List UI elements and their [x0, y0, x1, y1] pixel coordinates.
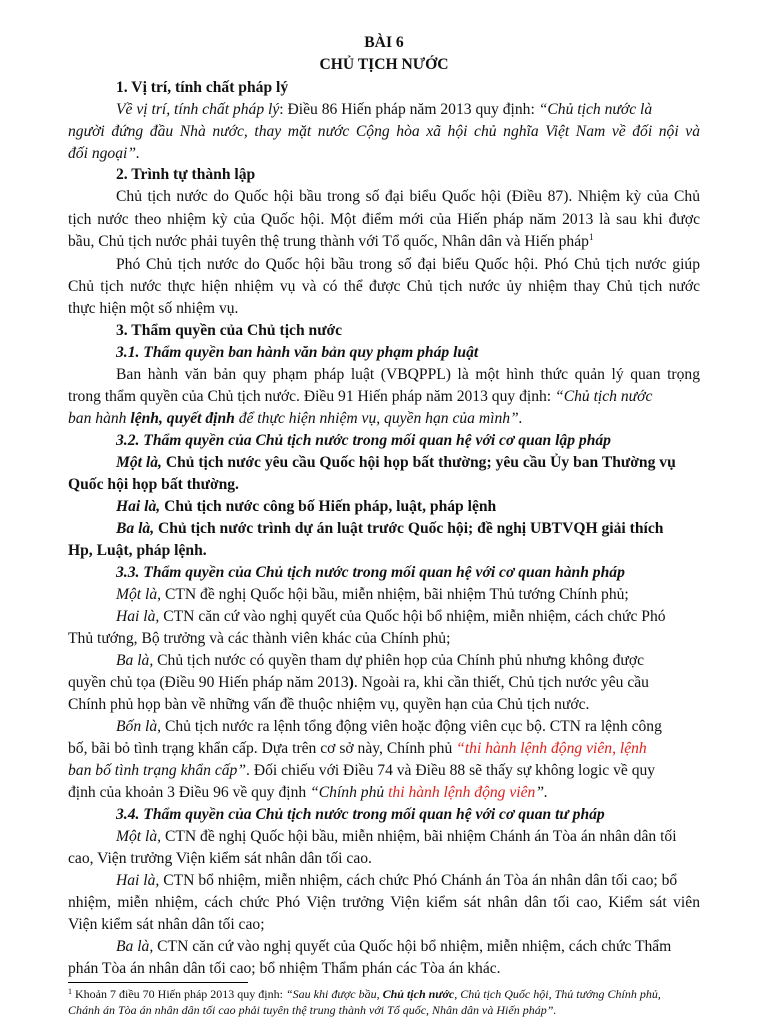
section-3-1-heading: 3.1. Thẩm quyền ban hành văn bản quy phạm pháp luật	[116, 344, 479, 361]
footnote-number: 1	[68, 987, 72, 996]
section-3-heading: 3. Thẩm quyền của Chủ tịch nước	[116, 322, 343, 339]
s32-three-line-2: Hp, Luật, pháp lệnh.	[68, 542, 207, 559]
s34-one-line-1: Một là, CTN đề nghị Quốc hội bầu, miễn nhiệm, bãi nhiệm Chánh án Tòa án nhân dân tối	[116, 828, 677, 845]
s32-three-line-1: Ba là, Chủ tịch nước trình dự án luật trước Quốc hội; đề nghị UBTVQH giải thích	[116, 520, 664, 537]
s34-one-line-2: cao, Viện trưởng Viện kiểm sát nhân dân tối cao.	[68, 850, 372, 867]
footnote-ref: 1	[588, 232, 594, 242]
s34-three-line-1: Ba là, CTN căn cứ vào nghị quyết của Quốc hội bổ nhiệm, miễn nhiệm, cách chức Thẩm	[116, 938, 672, 955]
s33-four-line-4: định của khoản 3 Điều 96 về quy định “Chính phủ thi hành lệnh động viên”.	[68, 784, 548, 801]
s2-p2-line-3: thực hiện một số nhiệm vụ.	[68, 300, 239, 317]
s32-one-line-2: Quốc hội họp bất thường.	[68, 476, 239, 493]
s34-two-line-3: Viện kiểm sát nhân dân tối cao;	[68, 916, 265, 933]
s31-line-1: Ban hành văn bản quy phạm pháp luật (VBQPPL) là một hình thức quản lý quan trọng	[116, 366, 700, 383]
footnote-line-2: Chánh án Tòa án nhân dân tối cao phải tuyên thệ trung thành với Tổ quốc, Nhân dân và Hiến pháp”.	[68, 1003, 557, 1017]
s33-three-line-3: Chính phủ họp bàn về những vấn đề thuộc nhiệm vụ, quyền hạn của Chủ tịch nước.	[68, 696, 590, 713]
s31-line-3: ban hành lệnh, quyết định để thực hiện nhiệm vụ, quyền hạn của mình”.	[68, 410, 523, 427]
s2-p2-line-2: Chủ tịch nước thực hiện nhiệm vụ và có thể được Chủ tịch nước ủy nhiệm thay Chủ tịch nước	[68, 278, 700, 295]
s2-p1-line-1: Chủ tịch nước do Quốc hội bầu trong số đại biểu Quốc hội (Điều 87). Nhiệm kỳ của Chủ	[116, 188, 700, 205]
s34-three-line-2: phán Tòa án nhân dân tối cao; bổ nhiệm Thẩm phán các Tòa án khác.	[68, 960, 501, 977]
s2-p1-line-2: tịch nước theo nhiệm kỳ của Quốc hội. Một điểm mới của Hiến pháp năm 2013 là sau khi được	[68, 211, 700, 228]
s33-four-line-3: ban bố tình trạng khẩn cấp”. Đối chiếu với Điều 74 và Điều 88 sẽ thấy sự không logic về quy	[68, 762, 656, 779]
s33-one-line: Một là, CTN đề nghị Quốc hội bầu, miễn nhiệm, bãi nhiệm Thủ tướng Chính phủ;	[116, 586, 629, 603]
s1-line-1: Về vị trí, tính chất pháp lý: Điều 86 Hiến pháp năm 2013 quy định: “Chủ tịch nước là	[116, 101, 653, 118]
s2-p2-line-1: Phó Chủ tịch nước do Quốc hội bầu trong số đại biểu Quốc hội. Phó Chủ tịch nước giúp	[116, 256, 700, 273]
s31-line-2: trong thẩm quyền của Chủ tịch nước. Điều 91 Hiến pháp năm 2013 quy định: “Chủ tịch nước	[68, 388, 653, 405]
s32-one-line-1: Một là, Chủ tịch nước yêu cầu Quốc hội họp bất thường; yêu cầu Ủy ban Thường vụ	[116, 454, 676, 471]
s2-p1-line-3: bầu, Chủ tịch nước phải tuyên thệ trung thành với Tổ quốc, Nhân dân và Hiến pháp$^1$	[68, 232, 594, 250]
s33-two-line-2: Thủ tướng, Bộ trưởng và các thành viên khác của Chính phủ;	[68, 630, 451, 647]
section-3-4-heading: 3.4. Thẩm quyền của Chủ tịch nước trong mối quan hệ với cơ quan tư pháp	[116, 806, 605, 823]
lesson-title: BÀI 6	[364, 34, 404, 51]
lesson-subtitle: CHỦ TỊCH NƯỚC	[319, 56, 449, 73]
footnote-line-1: $^1$ Khoản 7 điều 70 Hiến pháp 2013 quy định: “Sau khi được bầu, Chủ tịch nước, Chủ tịch Quốc hội, Thủ tướng Chính phủ,	[68, 987, 661, 1001]
s1-line-3: đối ngoại”.	[68, 145, 140, 162]
section-2-heading: 2. Trình tự thành lập	[116, 166, 256, 183]
section-1-heading: 1. Vị trí, tính chất pháp lý	[116, 79, 289, 96]
s32-two-line: Hai là, Chủ tịch nước công bố Hiến pháp, luật, pháp lệnh	[116, 498, 497, 515]
footnote-separator	[68, 982, 248, 983]
s34-two-line-2: nhiệm, miễn nhiệm, cách chức Phó Viện trưởng Viện kiểm sát nhân dân tối cao, Kiểm sát viên	[68, 894, 700, 911]
section-3-2-heading: 3.2. Thẩm quyền của Chủ tịch nước trong mối quan hệ với cơ quan lập pháp	[116, 432, 611, 449]
s33-two-line-1: Hai là, CTN căn cứ vào nghị quyết của Quốc hội bổ nhiệm, miễn nhiệm, cách chức Phó	[116, 608, 666, 625]
s33-four-line-2: bố, bãi bỏ tình trạng khẩn cấp. Dựa trên cơ sở này, Chính phủ “thi hành lệnh động viên, lệnh	[68, 740, 647, 757]
s34-two-line-1: Hai là, CTN bổ nhiệm, miễn nhiệm, cách chức Phó Chánh án Tòa án nhân dân tối cao; bổ	[116, 872, 678, 889]
s33-three-line-2: quyền chủ tọa (Điều 90 Hiến pháp năm 2013). Ngoài ra, khi cần thiết, Chủ tịch nước yêu cầu	[68, 674, 649, 691]
s33-three-line-1: Ba là, Chủ tịch nước có quyền tham dự phiên họp của Chính phủ nhưng không được	[116, 652, 645, 669]
s33-four-line-1: Bốn là, Chủ tịch nước ra lệnh tổng động viên hoặc động viên cục bộ. CTN ra lệnh công	[116, 718, 662, 735]
section-3-3-heading: 3.3. Thẩm quyền của Chủ tịch nước trong mối quan hệ với cơ quan hành pháp	[116, 564, 625, 581]
s1-line-2: người đứng đầu Nhà nước, thay mặt nước Cộng hòa xã hội chủ nghĩa Việt Nam về đối nội và	[68, 123, 700, 140]
